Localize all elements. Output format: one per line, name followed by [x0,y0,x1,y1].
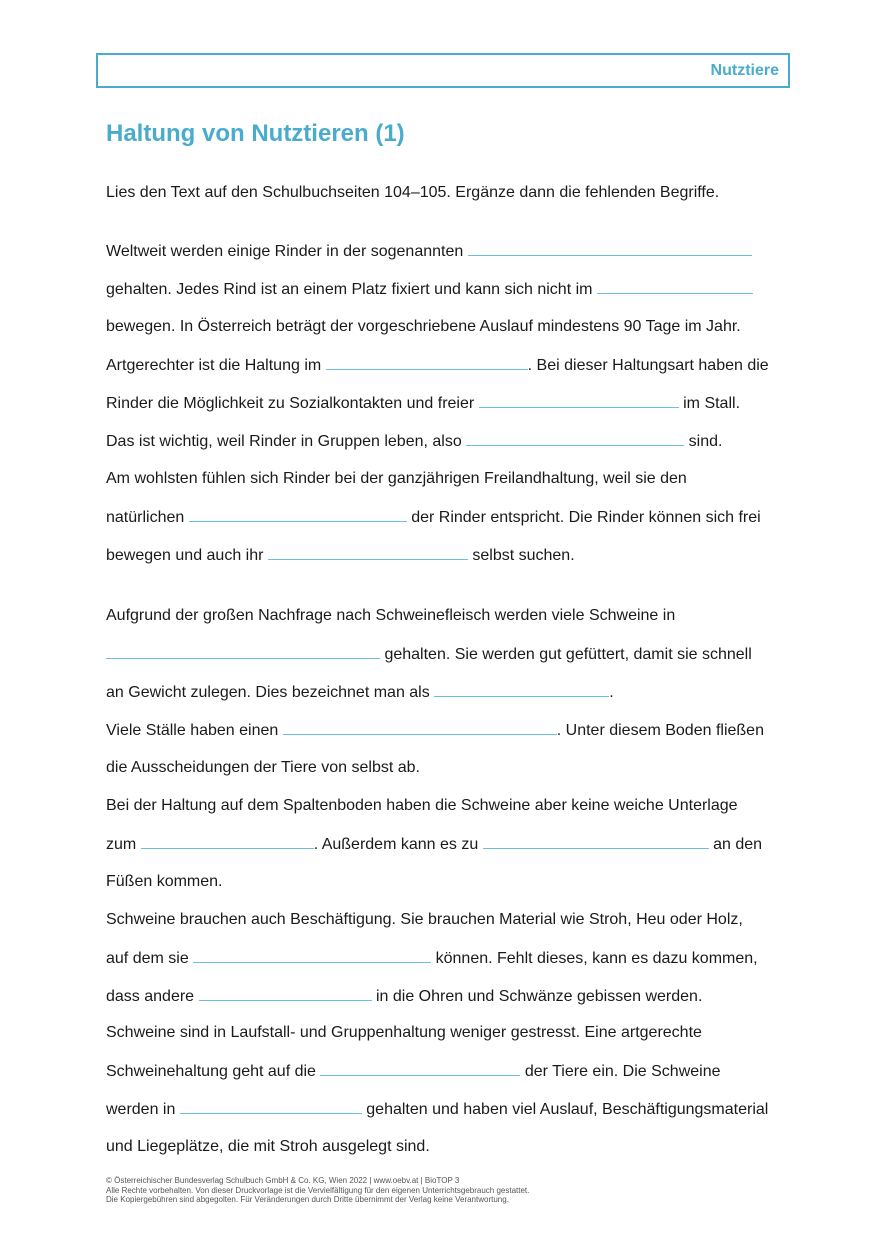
text-line: gehalten. Jedes Rind ist an einem Platz fixiert und kann sich nicht im [106,279,753,299]
answer-blank[interactable] [283,720,557,735]
answer-blank[interactable] [326,355,528,370]
text-line: die Ausscheidungen der Tiere von selbst ab. [106,759,420,776]
text-line: Schweine sind in Laufstall- und Gruppenhaltung weniger gestresst. Eine artgerechte [106,1024,702,1041]
text-line: Bei der Haltung auf dem Spaltenboden haben die Schweine aber keine weiche Unterlage [106,797,738,814]
header-box [96,53,790,88]
answer-blank[interactable] [483,834,709,849]
answer-blank[interactable] [320,1061,520,1076]
copyright-footer [106,1176,529,1205]
text-line: Schweinehaltung geht auf die der Tiere ein. Die Schweine [106,1063,721,1080]
text-line: Am wohlsten fühlen sich Rinder bei der ganzjährigen Freilandhaltung, weil sie den [106,470,687,487]
answer-blank[interactable] [199,986,372,1001]
text-line: Viele Ställe haben einen . Unter diesem Boden fließen [106,722,764,739]
answer-blank[interactable] [597,279,753,294]
text-line: Das ist wichtig, weil Rinder in Gruppen leben, also sind. [106,433,723,450]
footer-line: © Österreichischer Bundesverlag Schulbuch GmbH & Co. KG, Wien 2022 | www.oebv.at | BioTOP 3 [106,1176,460,1185]
text-line: auf dem sie können. Fehlt dieses, kann es dazu kommen, [106,950,758,967]
answer-blank[interactable] [180,1099,362,1114]
text-line: dass andere in die Ohren und Schwänze gebissen werden. [106,988,703,1005]
text-line: natürlichen der Rinder entspricht. Die Rinder können sich frei [106,509,761,526]
answer-blank[interactable] [268,545,468,560]
answer-blank[interactable] [468,241,752,256]
footer-line: Alle Rechte vorbehalten. Von dieser Druckvorlage ist die Vervielfältigung für den eigenen Unterrichtsgebrauch gestattet. [106,1185,530,1195]
text-line: Artgerechter ist die Haltung im . Bei dieser Haltungsart haben die [106,357,769,374]
text-line: und Liegeplätze, die mit Stroh ausgelegt sind. [106,1138,430,1155]
header-label: Nutztiere [710,62,779,79]
answer-blank[interactable] [189,507,407,522]
text-line: Schweine brauchen auch Beschäftigung. Sie brauchen Material wie Stroh, Heu oder Holz, [106,911,743,928]
page-title: Haltung von Nutztieren (1) [106,120,405,147]
text-line: gehalten. Sie werden gut gefüttert, damit sie schnell [106,644,752,664]
text-line: werden in gehalten und haben viel Auslauf, Beschäftigungsmaterial [106,1101,769,1118]
answer-blank[interactable] [479,393,679,408]
text-line: zum . Außerdem kann es zu an den [106,836,763,853]
answer-blank[interactable] [106,644,380,659]
footer-line: Die Kopiergebühren sind abgegolten. Für Veränderungen durch Dritte übernimmt der Verlag keine Verantwortung. [106,1195,509,1204]
text-line: Rinder die Möglichkeit zu Sozialkontakten und freier im Stall. [106,395,741,412]
text-line: Weltweit werden einige Rinder in der sogenannten [106,241,752,261]
answer-blank[interactable] [434,682,609,697]
text-line: bewegen und auch ihr selbst suchen. [106,547,575,564]
text-line: an Gewicht zulegen. Dies bezeichnet man als . [106,684,614,701]
answer-blank[interactable] [466,431,684,446]
instruction-text: Lies den Text auf den Schulbuchseiten 104–105. Ergänze dann die fehlenden Begriffe. [106,184,720,201]
answer-blank[interactable] [141,834,314,849]
text-line: bewegen. In Österreich beträgt der vorgeschriebene Auslauf mindestens 90 Tage im Jahr. [106,318,741,335]
text-line: Aufgrund der großen Nachfrage nach Schweinefleisch werden viele Schweine in [106,607,676,624]
text-line: Füßen kommen. [106,873,223,890]
answer-blank[interactable] [193,948,431,963]
